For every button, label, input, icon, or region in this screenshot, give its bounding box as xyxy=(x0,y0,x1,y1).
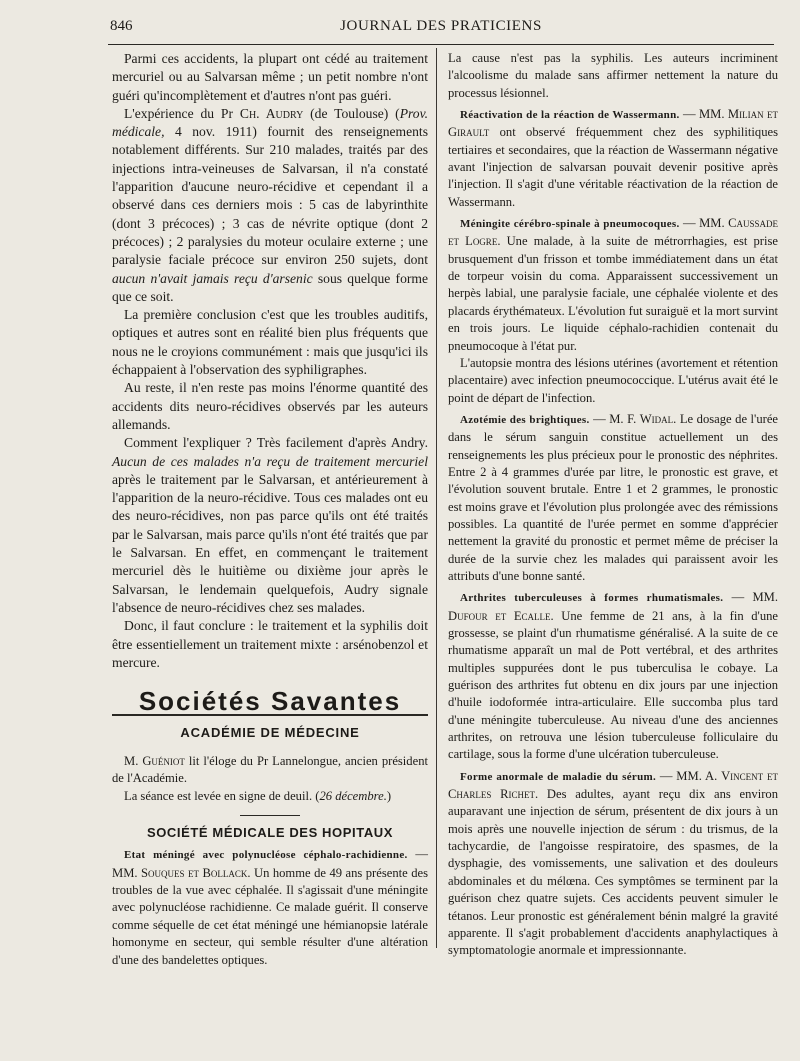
section-title: Sociétés Savantes xyxy=(138,686,402,717)
entry-serum: Forme anormale de maladie du sérum. — MM. A. Vincent et Charles Richet. Des adultes, ayant reçu dix ans environ auparavant une injection de sérum, présentent de dix jours à un mois après une nouvelle injection de sérum : du trismus, de la tachycardie, de l'angoisse respiratoire, des spasmes, de la dysphagie, des vomissements, une salivation et des douleurs abdominales et du mélœna. Ces symptômes se terminent par la guérison chez quatre sujets. Ces accidents peuvent simuler le tétanos. Leur pronostic est généralement bénin malgré la gravité apparente. Il s'agit probablement d'accidents anaphylactiques à symptomatologie anormale et impressionnante. xyxy=(448,768,778,958)
separator xyxy=(240,815,300,816)
column-divider xyxy=(436,48,437,948)
entry-arthrites: Arthrites tuberculeuses à formes rhumatismales. — MM. Dufour et Ecalle. Une femme de 21 ans, à la fin d'une grossesse, se plaint d'un rhumatisme généralisé. A la suite de ce rhumatisme apparaît un mal de Pott vertébral, et des arthrites multiples suppurées dont le pus tuberculisa le cobaye. La guérison des arthrites fut obtenu en dix jours par une injection d'huile iodoformée intra-articulaire. Elle succomba plus tard d'une méningite tuberculeuse. Au niveau d'une des anciennes arthrites, on retrouva une lésion tuberculeuse folliculaire du cartilage, sous la forme d'une ulcération tuberculeuse. xyxy=(448,590,779,762)
entry-wassermann: Réactivation de la réaction de Wassermann. — MM. Milian et Girault ont observé fréquemment chez des syphilitiques tertiaires et secondaires, que la réaction de Wassermann négative avant l'injection de salvarsan pouvait devenir positive après l'injection. Il s'agit d'une véritable réactivation de la réaction de Wassermann. xyxy=(448,107,778,209)
entry-meningite: Méningite cérébro-spinale à pneumocoques. — MM. Caussade et Logre. Une malade, à la suite de métrorrhagies, est prise brusquement d'un frisson et tombe immédiatement dans un état de torpeur voisin du coma. Apparaissent successivement un herpès labial, une paralysie faciale, une céphalée violente et des placards érythémateux. L'évolution fut suraiguë et la mort survint en trois jours. Le liquide céphalo-rachidien contenait du pneumocoque à l'état pur. xyxy=(448,216,778,353)
journal-title: JOURNAL DES PRATICIENS xyxy=(340,18,542,34)
page-header xyxy=(108,18,774,40)
paragraph: La cause n'est pas la syphilis. Les auteurs incriminent l'alcoolisme du malade sans affirmer nettement la nature du processus lésionnel. xyxy=(448,51,778,100)
paragraph: Parmi ces accidents, la plupart ont cédé au traitement mercuriel ou au Salvarsan même ; un petit nombre n'ont guéri qu'incomplètement et d'autres n'ont pas guéri. xyxy=(112,51,428,103)
society-entry: Etat méningé avec polynucléose céphalo-rachidienne. — MM. Souques et Bollack. Un homme de 49 ans présente des troubles de la vue avec céphalée. Il s'agissait d'une méningite avec polynucléose rachidienne. Ce malade guérit. Il conserve comme séquelle de cet état méningé une hémianopsie latérale homonyme en secteur, qui semble résulter d'une altération d'une des bandelettes optiques. xyxy=(112,847,429,967)
society-title: SOCIÉTÉ MÉDICALE DES HOPITAUX xyxy=(146,824,394,840)
paragraph: L'autopsie montra des lésions utérines (avortement et rétention placentaire) avec infection pneumococcique. L'utérus avait été le point de départ de l'infection. xyxy=(448,355,778,405)
left-column xyxy=(112,50,428,969)
right-column xyxy=(448,50,778,964)
paragraph-audry: L'expérience du Pr Ch. Audry (de Toulouse) (Prov. médicale, 4 nov. 1911) fournit des renseignements notablement différents. Sur 210 malades, traités par des injections intra-veineuses de Salvarsan, il n'a constaté l'apparition d'aucune neuro-récidive et cependant il a observé dans ces derniers mois : 5 cas de labyrinthite (dont 3 précoces) ; 3 cas de névrite optique (dont 2 précoces) ; 2 paralysies du moteur oculaire externe ; une paralysie faciale précoce sur environ 250 sujets, dont aucun n'avait jamais reçu d'arsenic sous quelque forme que ce soit. xyxy=(112,105,429,304)
paragraph: Au reste, il n'en reste pas moins l'énorme quantité des accidents dits neuro-récidives observés par les auteurs allemands. xyxy=(112,380,428,432)
entry-azotemie: Azotémie des brightiques. — M. F. Widal. Le dosage de l'urée dans le sérum sanguin constitue actuellement un des renseignements les plus précieux pour le pronostic des néphrites. Entre 2 à 4 grammes d'urée par litre, le pronostic est grave, et l'évolution souvent brutale. Entre 1 et 2 grammes, le pronostic est moins grave et l'évolution plus prolongée avec des rémissions possibles. La quantité de l'urée permet en somme d'apprécier nettement la gravité du pronostic et permet même de préciser la durée de la survie chez les malades qui paraissent avoir les attributs d'une bonne santé. xyxy=(448,411,778,583)
paragraph-conclusion: Donc, il faut conclure : le traitement et la syphilis doit être essentiellement un traitement mixte : arsénobenzol et mercure. xyxy=(112,618,428,670)
academy-paragraph: La séance est levée en signe de deuil. (26 décembre.) xyxy=(124,788,392,803)
academy-title: ACADÉMIE DE MÉDECINE xyxy=(180,725,360,741)
paragraph: La première conclusion c'est que les troubles auditifs, optiques et autres sont en réalité bien plus fréquents que nous ne le croyions communément : mais que jusqu'ici ils échappaient à l'observation des syphiligraphes. xyxy=(112,307,428,378)
page-number: 846 xyxy=(110,18,133,34)
paragraph-explanation: Comment l'expliquer ? Très facilement d'après Andry. Aucun de ces malades n'a reçu de traitement mercuriel après le traitement par le Salvarsan, et antérieurement à l'apparition de la neuro-récidive. Tous ces malades ont eu des neuro-récidives, non pas parce qu'ils ont été traités par le Salvarsan, mais parce qu'ils n'ont été traités que par le Salvarsan. En effet, en commençant le traitement mercuriel dès le huitième ou dixième jour après le Salvarsan, le lendemain quelquefois, Audry signale l'absence de neuro-récidives chez ses malades. xyxy=(112,435,428,615)
academy-paragraph: M. Guéniot lit l'éloge du Pr Lannelongue, ancien président de l'Académie. xyxy=(112,753,428,786)
header-rule xyxy=(108,44,774,45)
